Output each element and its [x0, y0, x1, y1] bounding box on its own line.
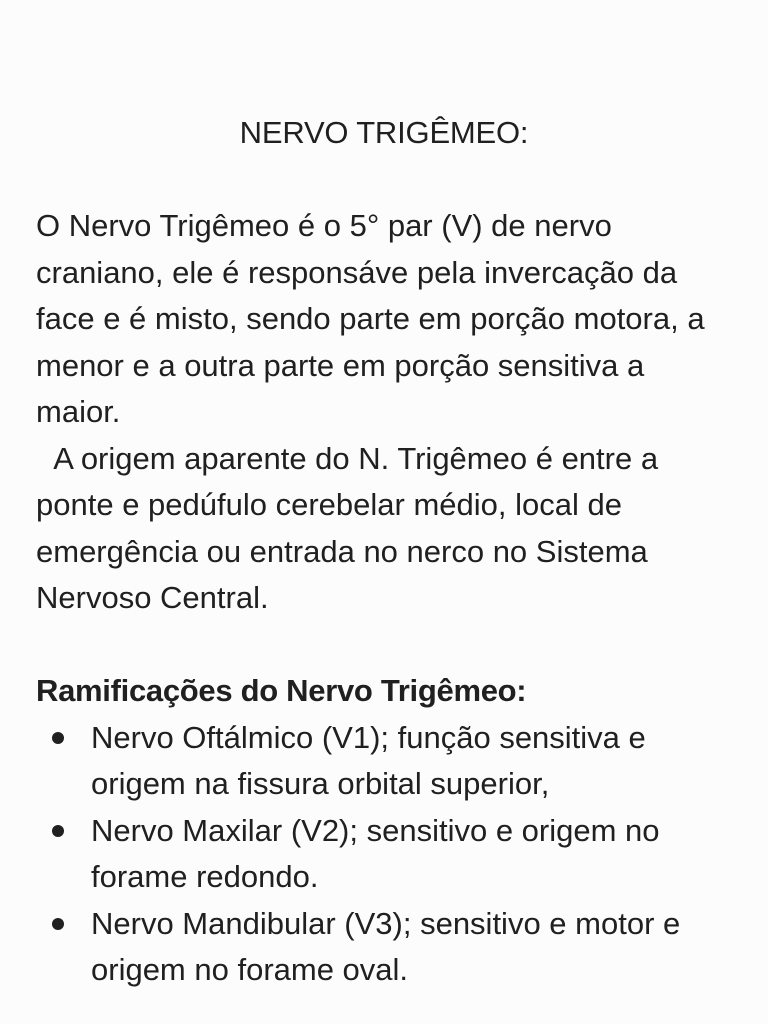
paragraph-origin: A origem aparente do N. Trigêmeo é entre a ponte e pedúfulo cerebelar médio, local de emergência ou entrada no nerco no Sistema Nervoso Central.	[36, 440, 667, 615]
list-item-text: Nervo Maxilar (V2); sensitivo e origem no forame redondo.	[91, 812, 660, 894]
spacer	[36, 622, 732, 669]
branches-heading: Ramificações do Nervo Trigêmeo:	[36, 673, 527, 708]
bullet-icon	[52, 918, 64, 930]
bullet-icon	[52, 825, 64, 837]
branches-list	[36, 715, 732, 994]
paragraph-definition: O Nervo Trigêmeo é o 5° par (V) de nervo craniano, ele é responsáve pela invercação da face e é misto, sendo parte em porção motora, a menor e a outra parte em porção sensitiva a maior.	[36, 208, 714, 429]
bullet-icon	[52, 732, 64, 744]
list-item-text: Nervo Mandibular (V3); sensitivo e motor e origem no forame oval.	[91, 905, 681, 987]
document-title: NERVO TRIGÊMEO:	[239, 115, 529, 150]
list-item-mandibular	[36, 901, 732, 994]
list-item-text: Nervo Oftálmico (V1); função sensitiva e origem na fissura orbital superior,	[91, 719, 646, 801]
list-item-ophthalmic	[36, 715, 732, 808]
list-item-maxillary	[36, 808, 732, 901]
spacer	[36, 157, 732, 204]
